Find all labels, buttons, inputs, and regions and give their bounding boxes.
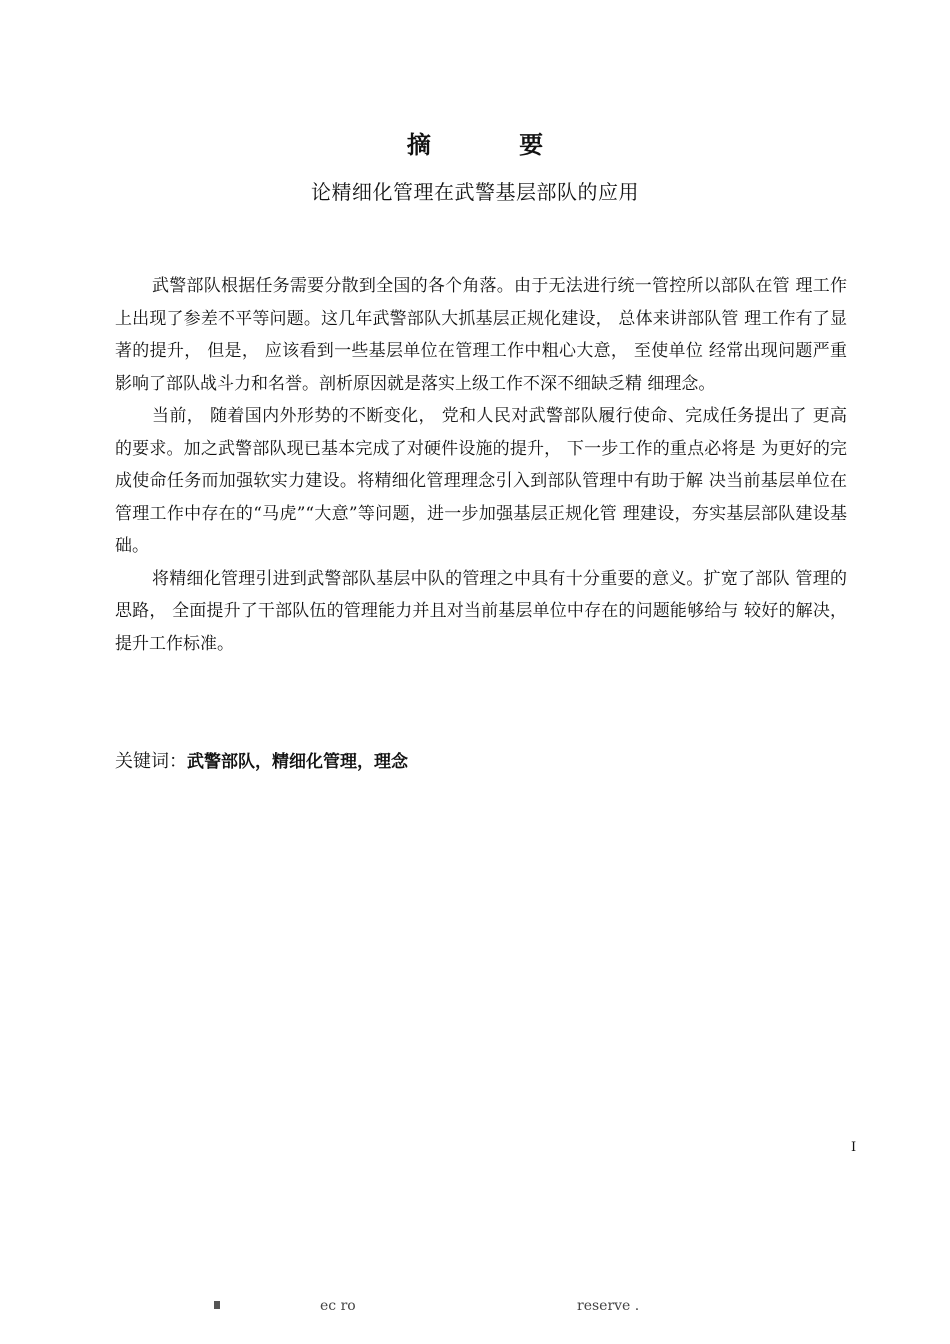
abstract-body <box>115 270 847 660</box>
abstract-paragraph-3: 将精细化管理引进到武警部队基层中队的管理之中具有十分重要的意义。扩宽了部队 管理的思路， 全面提升了干部队伍的管理能力并且对当前基层单位中存在的问题能够给与 较好的解决，提升工作标准。 <box>115 568 847 654</box>
keywords-value: 武警部队，精细化管理，理念 <box>187 752 408 772</box>
abstract-heading: 摘 要 <box>406 131 584 159</box>
footer-square-mark <box>214 1301 220 1309</box>
footer-text-right: reserve . <box>577 1298 640 1314</box>
abstract-paragraph-1: 武警部队根据任务需要分散到全国的各个角落。由于无法进行统一管控所以部队在管 理工作上出现了参差不平等问题。这几年武警部队大抓基层正规化建设， 总体来讲部队管 理工作有了显著的提升， 但是， 应该看到一些基层单位在管理工作中粗心大意， 至使单位 经常出现问题严重影响了部队战斗力和名誉。剖析原因就是落实上级工作不深不细缺乏精 细理念。 <box>115 276 847 394</box>
footer-text-left: ec ro <box>320 1298 356 1314</box>
paper-title: 论精细化管理在武警基层部队的应用 <box>311 180 639 204</box>
abstract-paragraph-2: 当前， 随着国内外形势的不断变化， 党和人民对武警部队履行使命、完成任务提出了 更高的要求。加之武警部队现已基本完成了对硬件设施的提升， 下一步工作的重点必将是 为更好的完成使命任务而加强软实力建设。将精细化管理理念引入到部队管理中有助于解 决当前基层单位在管理工作中存在的“马虎”“大意”等问题，进一步加强基层正规化管 理建设，夯实基层部队建设基础。 <box>115 406 847 556</box>
page-number: I <box>851 1140 857 1155</box>
keywords-label: 关键词： <box>115 751 187 772</box>
keywords-line <box>115 747 855 777</box>
